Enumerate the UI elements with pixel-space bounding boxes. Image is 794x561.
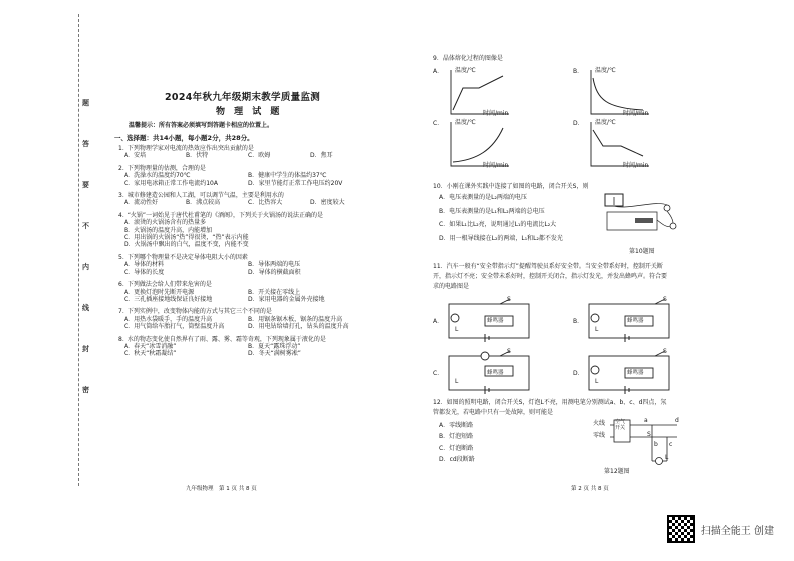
option: B．夏天“露珠浮动”	[248, 342, 301, 350]
question-text: 8．水的物态变化使自然界有了雨、露、雾、霜等奇观，下列现象属于液化的是	[118, 335, 326, 343]
figure-10-circuit	[597, 190, 687, 245]
option: A．春天“冰雪消融”	[124, 342, 177, 350]
binding-label: 题	[82, 99, 89, 107]
temperature-graph	[587, 70, 649, 116]
lamp-label: L	[595, 326, 599, 333]
axis-label-x: 时间/min	[623, 162, 649, 169]
binding-label: 不	[82, 222, 89, 230]
question-8	[118, 336, 376, 358]
graph-axes	[451, 122, 509, 166]
page-footer: 第 2 页 共 8 页	[571, 486, 609, 492]
binding-labels	[82, 100, 92, 394]
question-5	[118, 254, 376, 276]
question-text: 11．汽车一般有“安全带指示灯”提醒驾驶员系好安全带。当安全带系好时，控制开关断	[433, 263, 663, 270]
switch-label: S	[507, 348, 511, 355]
axis-label-x: 时间/min	[483, 162, 509, 169]
question-text: 10．小刚在课外实践中连接了如图的电路，闭合开关S，则	[433, 183, 589, 190]
option-row	[124, 316, 376, 323]
option: A．用热水袋暖手，手的温度升高	[124, 315, 213, 323]
switch-label: S	[507, 296, 511, 303]
question-text: 管都发光，若电路中只有一处故障，则可能是	[433, 409, 554, 416]
option-row	[124, 261, 376, 268]
binding-line	[78, 14, 79, 486]
option: A．导体的材料	[124, 261, 165, 269]
switch-label: S	[663, 296, 667, 303]
option-letter: A．	[433, 68, 444, 75]
axis-label-y: 温度/℃	[595, 67, 616, 74]
option-row	[124, 323, 376, 330]
option-letter: B．	[573, 318, 584, 325]
question-1	[118, 145, 376, 160]
option: B．用锯条锯木板，锯条的温度升高	[248, 315, 343, 323]
watermark-text: 扫描全能王 创建	[700, 525, 774, 537]
point-a-label: a	[644, 417, 648, 424]
option-letter: B．	[573, 68, 584, 75]
question-text: 开，指示灯不亮；安全带未系好时，控制开关闭合，指示灯发光，并发出蜂鸣声。符合要	[433, 273, 668, 280]
exam-title: 2024年秋九年级期末教学质量监测	[165, 92, 321, 103]
figure-caption: 第12题图	[604, 468, 630, 475]
option-row	[124, 350, 376, 357]
question-text: 5．下列哪个物理量不是决定导体电阻大小的因素	[118, 253, 248, 261]
scanner-watermark	[667, 515, 774, 543]
switch-label: S	[647, 431, 651, 438]
graph-curve	[593, 78, 643, 110]
buzzer-label: 蜂鸣器	[487, 370, 504, 376]
question-text: 1．下列物理学家对电流的热效应作出突出贡献的是	[118, 145, 254, 152]
question-9	[433, 55, 503, 62]
question-2	[118, 165, 376, 187]
lamp-symbol	[481, 352, 489, 360]
option: B．健康中学生的体温约37℃	[248, 172, 327, 180]
axis-label-x: 时间/min	[483, 110, 509, 117]
option: D．家里节能灯正常工作电压约20V	[248, 179, 343, 187]
axis-label-y: 温度/℃	[455, 67, 476, 74]
lamp-symbol	[451, 314, 459, 322]
option: A．洗澡水的温度约70℃	[124, 172, 191, 180]
buzzer-label: 蜂鸣器	[627, 318, 644, 324]
option: D．冬天“满树雾凇”	[248, 350, 301, 358]
option-letter: D．	[573, 370, 584, 377]
binding-label: 密	[82, 386, 89, 394]
option: D．家用电器的金属外壳接地	[248, 295, 325, 303]
lamp-label: L	[455, 378, 459, 385]
option: B．导体两端的电压	[248, 261, 301, 269]
question-10	[433, 183, 623, 242]
option: B．灯泡短路	[439, 433, 474, 441]
question-11	[433, 262, 667, 292]
point-b-label: b	[654, 441, 658, 448]
lamp-label: L	[595, 378, 599, 385]
option: B．火锅汤的温度升高，内能增加	[124, 226, 213, 234]
option-letter: C．	[433, 120, 444, 127]
option-row	[124, 269, 376, 276]
option: A．零线断路	[439, 422, 474, 429]
option-row	[124, 172, 376, 179]
graph-curve	[453, 76, 503, 110]
section-heading: 一、选择题：共14小题，每小题2分，共28分。	[114, 134, 254, 142]
question-text: 9．晶体熔化过程的图像是	[433, 55, 503, 62]
option: C．用气筒给车胎打气，筒壁温度升高	[124, 323, 225, 331]
binding-label: 要	[82, 181, 89, 189]
option: A．电压表测量的是L₂两端的电压	[439, 194, 527, 202]
option: C．家用电冰箱正常工作电流约10A	[124, 179, 218, 187]
question-text: 6．下列做法会给人们带来危害的是	[118, 281, 212, 289]
temperature-graph	[447, 122, 509, 168]
buzzer-label: 蜂鸣器	[487, 318, 504, 324]
option: B．伏特	[186, 152, 209, 160]
question-list	[118, 145, 376, 363]
option-list	[433, 194, 623, 242]
option: D．用电钻给墙打孔，钻头的温度升高	[248, 323, 349, 331]
buzzer-label: 蜂鸣器	[627, 370, 644, 376]
axis-label-y: 温度/℃	[455, 119, 476, 126]
figure-caption: 第10题图	[629, 248, 655, 255]
air-switch-label: 空气开关	[615, 419, 626, 431]
option: D．焦耳	[310, 152, 333, 160]
option: A．滚烫的火锅汤含有的热量多	[124, 219, 207, 227]
temperature-graph	[447, 70, 509, 116]
axis-label-x: 时间/min	[623, 110, 649, 117]
binding-label: 封	[82, 345, 89, 353]
question-3	[118, 192, 376, 207]
option: C．如果L₁比L₂亮，说明通过L₁的电流比L₂大	[439, 221, 557, 229]
graph-curve	[453, 128, 503, 162]
question-7	[118, 308, 376, 330]
graph-axes	[451, 70, 509, 114]
option: C．秋天“秋霜凝结”	[124, 350, 177, 358]
option: D．导体的横截面积	[248, 268, 301, 276]
axis-label-y: 温度/℃	[595, 119, 616, 126]
option-row	[124, 152, 376, 159]
option-row	[124, 180, 376, 187]
question-text: 7．下列实例中，改变物体内能的方式与其它三个不同的是	[118, 308, 272, 316]
option: B．沸点较高	[186, 199, 221, 207]
option: A．安培	[124, 152, 147, 160]
option-letter: D．	[573, 120, 584, 127]
option: D．cd段断路	[439, 456, 475, 464]
fire-wire-label: 火线	[593, 420, 606, 427]
lamp-symbol	[591, 366, 599, 374]
lamp-label: L	[665, 454, 669, 461]
option: D．密度较大	[310, 199, 345, 207]
lamp-label: L	[455, 326, 459, 333]
option: C．用出锅的火锅汤“热”得很烫，“热”表示内能	[124, 234, 249, 242]
switch-label: S	[663, 348, 667, 355]
point-c-label: c	[669, 441, 673, 448]
temperature-graph	[587, 122, 649, 168]
zero-wire-label: 零线	[593, 432, 606, 439]
question-text: 2．下列物理量的估测，合理的是	[118, 164, 206, 172]
option-letter: A．	[433, 318, 444, 325]
binding-label: 线	[82, 304, 89, 312]
option: C．灯泡断路	[439, 444, 474, 452]
option-row	[124, 199, 376, 206]
option: C．三孔插座接地线保证良好接地	[124, 295, 213, 303]
option: C．比热容大	[248, 199, 283, 207]
exam-page-2	[397, 0, 794, 561]
binding-label: 内	[82, 263, 89, 271]
option: C．欧姆	[248, 152, 271, 160]
option: D．火锅汤中飘出的白气，温度不变，内能不变	[124, 241, 249, 249]
option: B．电压表测量的是L₁和L₂两端的总电压	[439, 207, 545, 215]
option-row	[124, 296, 376, 303]
graph-curve	[593, 130, 643, 156]
binding-label: 答	[82, 140, 89, 148]
exam-subject: 物 理 试 题	[216, 107, 283, 117]
option: A．流动性好	[124, 199, 159, 207]
option-row	[124, 289, 376, 296]
option: B．开关接在零线上	[248, 288, 301, 296]
qr-code-icon	[667, 515, 695, 543]
question-text: 3．城市修建造公园和人工湖，可以调节气温，主要是利用水的	[118, 192, 284, 200]
option: C．导体的长度	[124, 268, 165, 276]
option-letter: C．	[433, 370, 444, 377]
question-text: 12．如图的照明电路，闭合开关S，灯泡L不亮，用测电笔分别测试a、b、c、d四点，氖	[433, 399, 667, 406]
page-footer: 九年级物理 第 1 页 共 8 页	[186, 486, 257, 492]
warm-tip: 温馨提示：所有答案必须填写到答题卡相应的位置上。	[129, 122, 274, 129]
question-text: 求的电路图是	[433, 283, 470, 290]
graph-axes	[591, 122, 649, 166]
question-6	[118, 281, 376, 303]
option: A．更换灯泡时先断开电源	[124, 288, 195, 296]
option: D．用一根导线接在L₂的两端，L₁和L₂都不发光	[439, 234, 563, 242]
point-d-label: d	[675, 417, 679, 424]
question-text: 4．“火锅”一词始见于唐代杜甫笔的《酒阁》，下列关于火锅汤的说法正确的是	[118, 211, 324, 219]
question-4	[118, 212, 376, 249]
lamp-symbol	[591, 314, 599, 322]
